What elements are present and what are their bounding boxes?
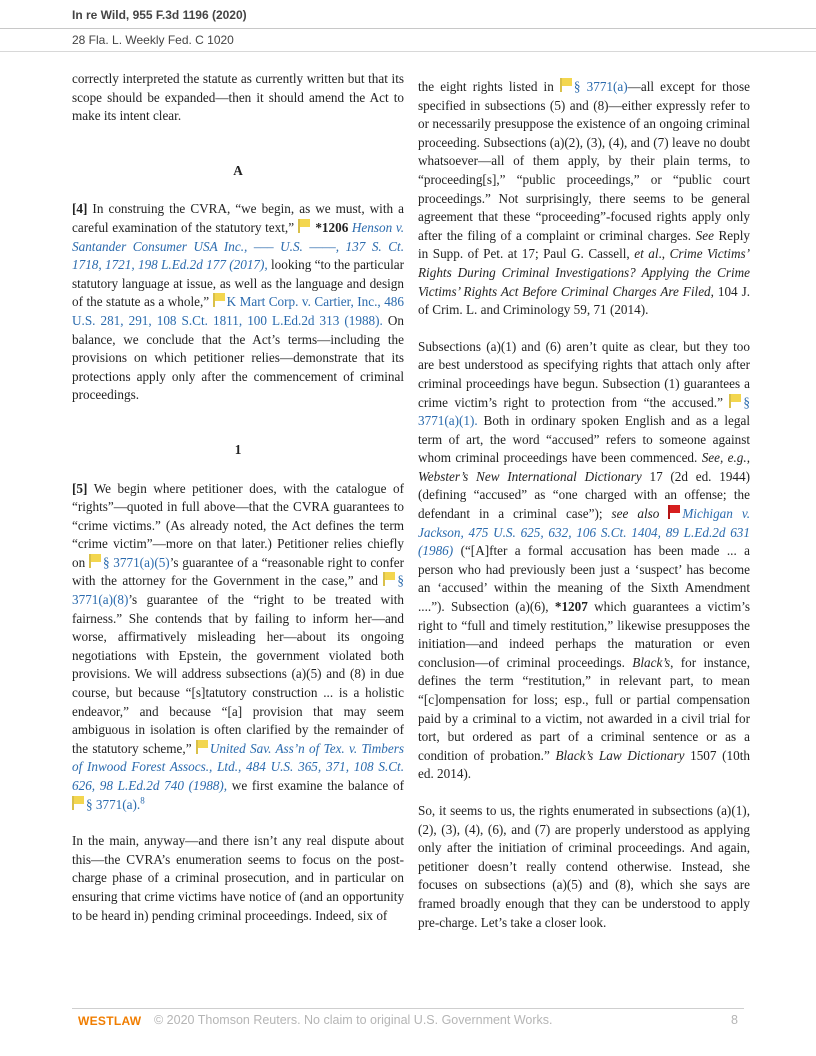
yellow-flag-icon[interactable] [298, 219, 310, 233]
page-star-1207: *1207 [554, 599, 588, 615]
right-column [418, 78, 750, 950]
yellow-flag-icon[interactable] [196, 740, 208, 754]
yellow-flag-icon[interactable] [383, 572, 395, 586]
statute-link-a-right[interactable]: § 3771(a) [573, 79, 628, 94]
page-number: 8 [731, 1013, 738, 1027]
paragraph-eight-rights: the eight rights listed in § 3771(a)—all except for those specified in subsections (5) and (8)—either expressly refer to or necessarily presuppose the existence of an ongoing criminal proceeding. Subsections (a)(2), (3), (4), and (7) leave no doubt whatsoever—all of them apply, by their plain terms, to “proceeding[s],” “public proceedings,” or “public court proceedings.” Not surprisingly, there seems to be general agreement that these “proceeding”-focused rights apply only after the filing of a complaint or criminal charges. See Reply in Supp. of Pet. at 17; Paul G. Cassell, et al., Crime Victims’ Rights During Criminal Investigations? Applying the Crime Victims’ Rights Act Before Criminal Charges Are Filed, 104 J. of Crim. L. and Criminology 59, 71 (2014). [418, 79, 751, 318]
timbers-citation-link[interactable]: United Sav. Ass’n of Tex. v. Timbers of Inwood Forest Assocs., Ltd., 484 U.S. 365, 371, 108 S.Ct. 626, 98 L.Ed.2d 740 (1988), [72, 740, 404, 793]
paragraph-headnote-4: [4] In construing the CVRA, “we begin, as we must, with a careful examination of the statutory text,” *1206 Henson v. Santander Consumer USA Inc., ––– U.S. ––––, 137 S. Ct. 1718, 1721, 198 L.Ed.2d 177 (2017), looking “to the particular statutory language at issue, as well as the language and design of the statute as a whole,” K Mart Corp. v. Cartier, Inc., 486 U.S. 281, 291, 108 S.Ct. 1811, 100 L.Ed.2d 313 (1988). On balance, we conclude that the Act’s terms—including the provisions on which petitioner relies—demonstrate that its protections apply only after the commencement of criminal proceedings. [72, 201, 404, 403]
left-column [72, 70, 404, 943]
yellow-flag-icon[interactable] [560, 78, 572, 92]
paragraph-main: In the main, anyway—and there isn’t any real dispute about this—the CVRA’s enumeration seems to focus on the post-charge phase of a criminal prosecution, and in particular on ensuring that crime victims have notice of (and an opportunity to be heard in) pending criminal proceedings. Indeed, six of [72, 833, 404, 923]
section-heading-a: A [233, 162, 243, 178]
statute-link-a1[interactable]: § 3771(a)(1). [418, 394, 750, 429]
footer-divider [72, 1008, 744, 1009]
red-flag-icon[interactable] [668, 505, 680, 519]
paragraph-continuation: correctly interpreted the statute as currently written but that its scope should be expanded—then it should amend the Act to make its intent clear. [72, 71, 404, 124]
yellow-flag-icon[interactable] [213, 293, 225, 307]
header-divider-lower [0, 51, 816, 52]
section-heading-1: 1 [234, 441, 242, 457]
westlaw-logo: WESTLAW [78, 1014, 142, 1028]
yellow-flag-icon[interactable] [72, 796, 84, 810]
paragraph-subsections-1-6: Subsections (a)(1) and (6) aren’t quite as clear, but they too are best understood as specifying rights that attach only after criminal proceedings have begun. Subsection (1) guarantees a crime victim’s right to protection from “the accused.” § 3771(a)(1). Both in ordinary spoken English and as a legal term of art, the word “accused” refers to someone against whom criminal proceedings have been commenced. See, e.g., Webster’s New International Dictionary 17 (2d ed. 1944) (defining “accused” as “one charged with an offense; the defendant in a criminal case”); see also Michigan v. Jackson, 475 U.S. 625, 632, 106 S.Ct. 1404, 89 L.Ed.2d 631 (1986) (“[A]fter a formal accusation has been made ... a person who had previously been just a ‘suspect’ has become an ‘accused’ within the meaning of the Sixth Amendment ....”). Subsection (a)(6), *1207 which guarantees a victim’s right to “full and timely restitution,” likewise presupposes the initiation—and indeed perhaps the maturation or even conclusion—of criminal proceedings. Black’s, for instance, defines the term “restitution,” in relevant part, to mean “[c]ompensation for loss; esp., full or partial compensation paid by a criminal to a victim, not awarded in a civil trial for tort, but ordered as part of a criminal sentence or as a condition of probation.” Black’s Law Dictionary 1507 (10th ed. 2014). [418, 338, 750, 782]
paragraph-headnote-5: [5] We begin where petitioner does, with the catalogue of “rights”—quoted in full above—that the CVRA guarantees to “crime victims.” (As already noted, the Act defines the term “crime victim”—more on that later.) Petitioner relies chiefly on § 3771(a)(5)’s guarantee of a “reasonable right to confer with the attorney for the Government in the case,” and § 3771(a)(8)’s guarantee of the “right to be treated with fairness.” She contends that by failing to inform her—and worse, affirmatively misleading her—about its ongoing negotiations with Epstein, the government violated both provisions. We will address subsections (a)(5) and (8) in due course, but because “[s]tatutory construction ... is a holistic endeavor,” and because “[a] provision that may seem ambiguous in isolation is often clarified by the remainder of the statutory scheme,” United Sav. Ass’n of Tex. v. Timbers of Inwood Forest Assocs., Ltd., 484 U.S. 365, 371, 108 S.Ct. 626, 98 L.Ed.2d 740 (1988), we first examine the balance of § 3771(a).$^8$ [72, 480, 404, 812]
page-star-1206: *1206 [315, 219, 349, 235]
michigan-citation-link[interactable]: Michigan v. Jackson, 475 U.S. 625, 632, 106 S.Ct. 1404, 89 L.Ed.2d 631 (1986) [418, 506, 750, 559]
kmart-citation-link[interactable]: K Mart Corp. v. Cartier, Inc., 486 U.S. 281, 291, 108 S.Ct. 1811, 100 L.Ed.2d 313 (1988). [72, 294, 404, 328]
headnote-4[interactable]: [4] [72, 201, 88, 217]
reporter-citation: 28 Fla. L. Weekly Fed. C 1020 [72, 33, 234, 47]
copyright-notice: © 2020 Thomson Reuters. No claim to original U.S. Government Works. [154, 1013, 553, 1027]
document-footer [72, 1008, 744, 1032]
header-divider [0, 28, 816, 29]
henson-citation-link[interactable]: Henson v. Santander Consumer USA Inc., ––– U.S. ––––, 137 S. Ct. 1718, 1721, 198 L.Ed.2d 177 (2017), [72, 219, 404, 273]
yellow-flag-icon[interactable] [729, 394, 741, 408]
statute-link-a[interactable]: § 3771(a). [86, 796, 141, 812]
case-title: In re Wild, 955 F.3d 1196 (2020) [72, 8, 247, 22]
statute-link-a8[interactable]: § 3771(a)(8) [72, 573, 404, 608]
yellow-flag-icon[interactable] [89, 554, 101, 568]
statute-link-a5[interactable]: § 3771(a)(5) [102, 554, 170, 570]
footnote-8-link[interactable]: 8 [140, 795, 145, 806]
headnote-5[interactable]: [5] [72, 480, 88, 496]
paragraph-conclusion: So, it seems to us, the rights enumerated in subsections (a)(1), (2), (3), (4), (6), and (7) are properly understood as applying only after the initiation of criminal proceedings. And again, petitioner doesn’t really contend otherwise. Instead, she focuses on subsections (a)(5) and (8), which she says are framed broadly enough that they can be understood to apply pre-charge. Let’s take a closer look. [418, 802, 750, 930]
